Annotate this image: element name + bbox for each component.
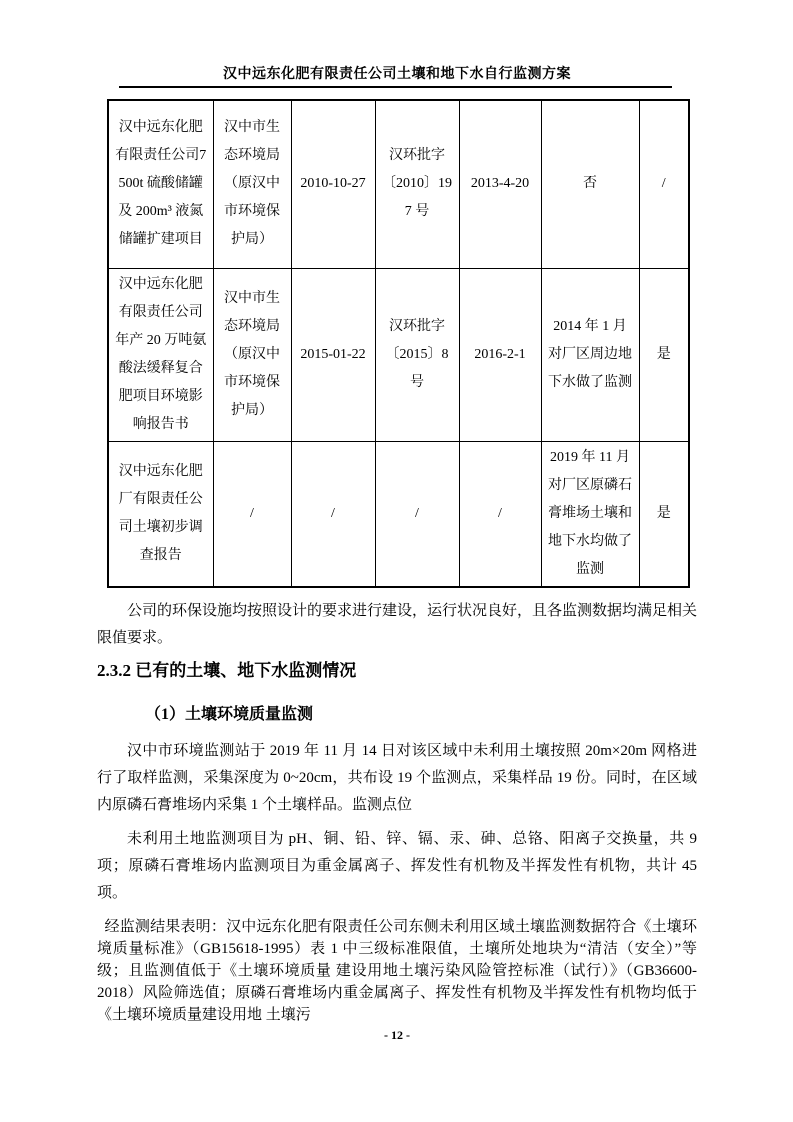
table-cell: 2010-10-27	[291, 100, 375, 268]
table-cell: /	[459, 441, 541, 587]
table-cell: 2015-01-22	[291, 268, 375, 441]
table-cell: 汉中市生态环境局（原汉中市环境保护局）	[213, 268, 291, 441]
table-cell: 是	[639, 268, 689, 441]
table-cell: 2014 年 1 月对厂区周边地下水做了监测	[541, 268, 639, 441]
paragraph-env-facilities: 公司的环保设施均按照设计的要求进行建设，运行状况良好，且各监测数据均满足相关限值要求。	[97, 602, 698, 646]
table-cell: 汉中远东化肥有限责任公司7500t 硫酸储罐及 200m³ 液氮储罐扩建项目	[108, 100, 213, 268]
table-row	[108, 100, 689, 268]
page-number: - 12 -	[384, 1027, 410, 1042]
table-cell: 汉中远东化肥厂有限责任公司土壤初步调查报告	[108, 441, 213, 587]
paragraph-monitoring-results: 经监测结果表明：汉中远东化肥有限责任公司东侧未利用区域土壤监测数据符合《土壤环境质量标准》（GB15618-1995）表 1 中三级标准限值，土壤所处地块为“清洁（安全）”等级；且监测值低于《土壤环境质量 建设用地土壤污染风险管控标准（试行）》（GB36600-2018）风险筛选值；原磷石膏堆场内重金属离子、挥发性有机物及半挥发性有机物均低于《土壤环境质量建设用地 土壤污	[97, 918, 697, 1023]
paragraph-monitoring-items: 未利用土地监测项目为 pH、铜、铅、锌、镉、汞、砷、总铬、阳离子交换量，共 9 项；原磷石膏堆场内监测项目为重金属离子、挥发性有机物及半挥发性有机物，共计 45 项。	[97, 830, 697, 901]
table-cell: 是	[639, 441, 689, 587]
subheading-soil-quality-monitoring: （1）土壤环境质量监测	[145, 705, 314, 723]
paragraph-sampling: 汉中市环境监测站于 2019 年 11 月 14 日对该区域中未利用土壤按照 20m×20m 网格进行了取样监测，采集深度为 0~20cm，共布设 19 个监测点，采集样品 19 份。同时，在区域内原磷石膏堆场内采集 1 个土壤样品。监测点位	[97, 742, 697, 813]
table-cell: 汉中远东化肥有限责任公司年产 20 万吨氨酸法缓释复合肥项目环境影响报告书	[108, 268, 213, 441]
header-rule	[119, 86, 672, 88]
table-row	[108, 441, 689, 587]
table-cell: 2013-4-20	[459, 100, 541, 268]
table-row	[108, 268, 689, 441]
approval-table	[107, 99, 690, 588]
header-title: 汉中远东化肥有限责任公司土壤和地下水自行监测方案	[223, 67, 571, 82]
table-cell: /	[375, 441, 459, 587]
table-cell: 汉中市生态环境局（原汉中市环境保护局）	[213, 100, 291, 268]
table-cell: 否	[541, 100, 639, 268]
table-cell: 2019 年 11 月对厂区原磷石膏堆场土壤和地下水均做了监测	[541, 441, 639, 587]
page-header	[97, 66, 697, 88]
approval-table-body	[108, 100, 689, 587]
table-cell: 汉环批字〔2010〕197 号	[375, 100, 459, 268]
table-cell: /	[639, 100, 689, 268]
table-cell: 2016-2-1	[459, 268, 541, 441]
table-cell: /	[291, 441, 375, 587]
table-cell: /	[213, 441, 291, 587]
table-cell: 汉环批字〔2015〕8 号	[375, 268, 459, 441]
section-heading-2-3-2: 2.3.2 已有的土壤、地下水监测情况	[97, 660, 357, 680]
